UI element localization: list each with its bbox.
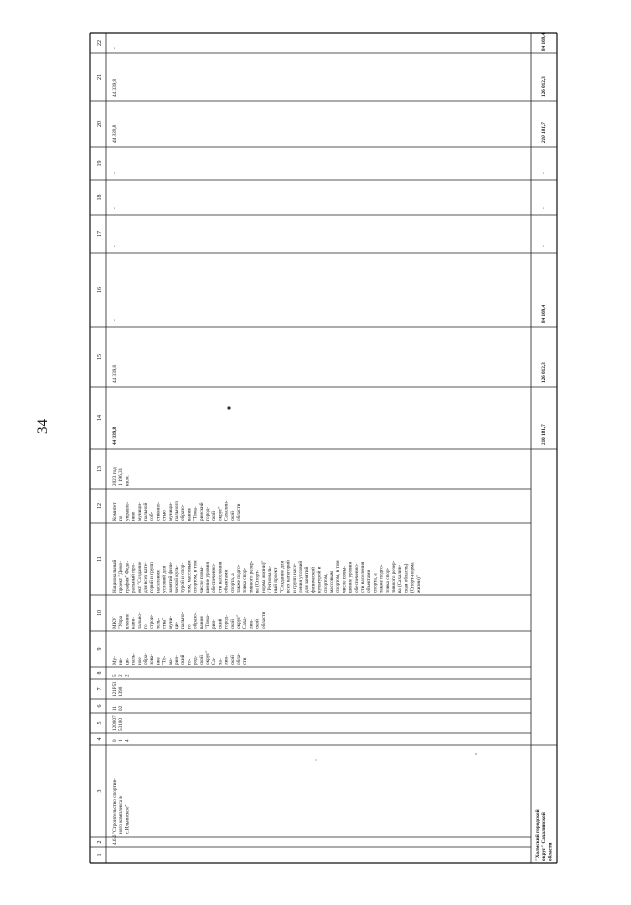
customer: капи- (130, 617, 137, 629)
committee: город- (205, 507, 211, 521)
customer: тель- (155, 617, 162, 629)
municipality: ха- (217, 658, 224, 665)
customer: "Упра (118, 615, 125, 629)
project-name: том, массовым (186, 560, 193, 593)
committee: округ" (217, 506, 224, 521)
committee: ской (229, 511, 236, 521)
municipality: Му- (112, 656, 118, 665)
committee: нию (130, 511, 137, 521)
committee: пальной (143, 502, 149, 521)
municipality: округ" (205, 650, 211, 665)
col5-code: 120007 (112, 715, 118, 731)
project-name: числе повы- (341, 566, 348, 593)
header-number-22: 22 (97, 40, 103, 46)
value-col15: 44 339,8 (112, 364, 118, 383)
total-col14: 210 181,7 (541, 424, 547, 445)
value-col14: 44 339,8 (112, 426, 118, 445)
total-col15: 126 012,3 (541, 362, 547, 383)
header-number-17: 17 (97, 231, 103, 237)
project-name: объектами (223, 569, 230, 593)
project-name: числе повы- (198, 566, 205, 593)
project-name: проект "Демо- (118, 561, 125, 593)
project-name: тивного резер- (248, 560, 255, 593)
project-name: ный проект (273, 567, 280, 593)
project-name: сти населения (360, 561, 366, 593)
municipality: ни- (118, 657, 125, 665)
committee: управле- (124, 501, 131, 521)
year-area: 1 196,31 (118, 467, 125, 486)
col8-code: 2 (124, 674, 131, 677)
scan-speck (316, 760, 317, 761)
municipality: ма- (167, 657, 174, 665)
project-name: спорта, а (229, 573, 236, 593)
scan-speck (227, 406, 230, 409)
col6-code: 11 (112, 706, 118, 711)
project-name: ва (Сахалин- (397, 564, 404, 593)
header-number-10: 10 (97, 610, 103, 616)
project-name: и групп насе- (291, 563, 298, 593)
committee: Сахалин- (223, 500, 230, 521)
project-name: сти населения (217, 561, 224, 593)
customer: вания (198, 616, 205, 629)
project-name: товка спор- (384, 567, 391, 593)
project-name: Национальный (112, 559, 118, 593)
customer: "Тома- (205, 614, 211, 629)
project-name: спортом, (322, 573, 329, 593)
customer: области (260, 611, 267, 629)
committee: по (118, 515, 125, 521)
header-number-13: 13 (97, 466, 103, 472)
committee: муници- (136, 502, 143, 521)
value-col21: 44 339,8 (112, 78, 118, 97)
object-name: "Строительство спортив- (112, 778, 118, 834)
col4-code: 1 (118, 739, 125, 742)
municipality: обла- (236, 653, 242, 665)
municipality: Са- (211, 657, 218, 665)
project-name: товка спор- (242, 567, 249, 593)
municipality: ци- (124, 657, 131, 665)
customer: ский (217, 618, 224, 629)
project-name: физической (310, 567, 317, 593)
committee: ской (211, 511, 218, 521)
customer: строи- (149, 614, 156, 629)
total-label: округ" Сахалинской (541, 812, 548, 861)
municipality: лин- (223, 655, 230, 665)
page-number: 34 (35, 419, 51, 434)
project-name: спорта, а (372, 573, 379, 593)
project-name: обеспеченно- (353, 563, 360, 593)
project-name: спортом, в том (192, 560, 199, 593)
header-number-20: 20 (97, 121, 103, 127)
value-col18: - (112, 207, 118, 209)
municipality: ние (155, 657, 162, 665)
total-col16: 84 169,4 (541, 304, 547, 323)
header-number-2: 2 (97, 840, 103, 844)
header-number-1: 1 (97, 853, 103, 857)
municipality: ской (198, 655, 205, 665)
value-col17: - (112, 245, 118, 247)
project-name: всех категорий (285, 560, 292, 593)
header-number-21: 21 (97, 74, 103, 80)
committee: соб- (149, 511, 156, 521)
project-name: также подго- (236, 564, 242, 593)
committee: ственно- (155, 501, 162, 521)
col6-code: 02 (118, 705, 125, 711)
row-number: 4.6.6 (112, 834, 118, 845)
total-label: области (547, 842, 554, 861)
customer: пально- (180, 611, 187, 629)
customer: вление (124, 613, 131, 629)
object-name: с.Ильинское" (124, 804, 131, 834)
scan-speck (475, 753, 476, 754)
municipality: паль- (130, 653, 137, 665)
year-area: 2023 год (112, 467, 118, 486)
project-name: графия" Феде- (124, 561, 131, 593)
project-name: турой и спор- (180, 562, 187, 593)
project-name: условий для (161, 566, 168, 593)
committee: вания (186, 508, 193, 521)
customer: Саха- (242, 616, 249, 629)
customer: го (143, 624, 149, 629)
committee: стью (161, 510, 168, 521)
municipality: ное (136, 657, 143, 665)
municipality: ский (180, 654, 187, 665)
customer: округ" (236, 614, 242, 629)
municipality: обра- (143, 653, 149, 665)
project-name: шение уровня (205, 562, 211, 593)
project-name: для занятий (304, 566, 311, 593)
project-name: занятий физи- (167, 561, 174, 593)
project-name: жизни)" (415, 575, 422, 593)
header-number-11: 11 (97, 556, 103, 562)
project-name: "Создание для (279, 561, 286, 593)
customer: МКУ (112, 617, 118, 629)
project-name: норма жизни)" (260, 560, 267, 593)
customer: го (186, 624, 193, 629)
header-number-19: 19 (97, 160, 103, 167)
total-col22: 84 169,4 (541, 32, 547, 51)
customer: тально- (136, 612, 143, 629)
customer: рин- (211, 619, 218, 629)
header-number-14: 14 (97, 415, 103, 421)
header-number-7: 7 (97, 687, 103, 691)
customer: ства" (161, 617, 168, 629)
project-name: горий и групп (149, 562, 156, 593)
col4-code: 0 (112, 739, 118, 742)
header-number-3: 3 (97, 789, 103, 793)
total-col17: - (541, 245, 547, 247)
project-name: ральный про- (130, 563, 137, 593)
project-name: населения (155, 570, 162, 593)
header-number-5: 5 (97, 721, 103, 725)
col4-code: 4 (124, 739, 131, 742)
committee: области (236, 503, 242, 521)
project-name: культурой и (316, 566, 323, 593)
year-area: кв.м. (124, 475, 131, 486)
value-col16: - (112, 319, 118, 321)
project-name: для всех кате- (143, 562, 149, 593)
value-col20: 44 339,8 (112, 124, 118, 143)
project-name: ления условий (298, 560, 304, 593)
project-name: объектами (366, 569, 373, 593)
customer: лин- (248, 619, 255, 629)
project-name: также подго- (378, 564, 385, 593)
header-number-8: 8 (97, 671, 103, 675)
total-col20: 210 181,7 (541, 122, 547, 143)
header-number-16: 16 (97, 287, 103, 293)
header-number-18: 18 (97, 194, 103, 201)
municipality: сти (242, 657, 249, 665)
customer: ской (254, 619, 261, 629)
project-name: обеспеченно- (211, 563, 218, 593)
municipality: род- (192, 655, 199, 665)
value-col19: - (112, 172, 118, 174)
committee: "Тома- (192, 506, 199, 521)
municipality: зова- (149, 653, 156, 665)
committee: муници- (167, 502, 174, 521)
committee: ринский (198, 502, 205, 521)
project-name: ект "Создание (136, 561, 143, 593)
header-number-12: 12 (97, 503, 103, 509)
value-col22: - (112, 47, 118, 49)
customer: образо- (192, 612, 199, 629)
project-name: шение уровня (347, 562, 354, 593)
committee: образо- (180, 504, 187, 521)
project-name: ва (Спорт- (254, 569, 261, 593)
customer: ци- (174, 621, 180, 629)
object-name: ного комплекса в (118, 796, 125, 834)
customer: муни- (167, 615, 174, 629)
header-number-4: 4 (97, 737, 103, 741)
col7-code: 1390 (118, 686, 125, 697)
total-label: "Холмский городской (535, 809, 541, 861)
municipality: "То- (161, 655, 168, 665)
project-name: (Спорт-норма (409, 562, 416, 593)
total-col19: - (541, 172, 547, 174)
committee: пального (174, 500, 180, 521)
customer: город- (223, 615, 230, 629)
project-name: ческой куль- (174, 565, 180, 593)
col8-code: 5 (112, 674, 118, 677)
customer: ской (229, 619, 236, 629)
header-number-6: 6 (97, 704, 103, 708)
col5-code: 53100 (118, 718, 125, 731)
project-name: ская область) (403, 563, 410, 593)
municipality: рин- (174, 655, 180, 665)
header-number-15: 15 (97, 354, 103, 360)
col7-code: 121P5I (112, 682, 118, 697)
project-name: / Региональ- (267, 565, 273, 593)
header-number-9: 9 (97, 647, 103, 651)
municipality: го- (186, 658, 193, 665)
project-name: спортом, в том (335, 560, 342, 593)
total-col18: - (541, 207, 547, 209)
municipality: ской (229, 655, 236, 665)
col8-code: 2 (118, 674, 125, 677)
project-name: тивного резер- (391, 560, 397, 593)
total-col21: 126 012,3 (541, 76, 547, 97)
committee: Комитет (112, 502, 118, 521)
project-name: массовым (329, 571, 335, 593)
